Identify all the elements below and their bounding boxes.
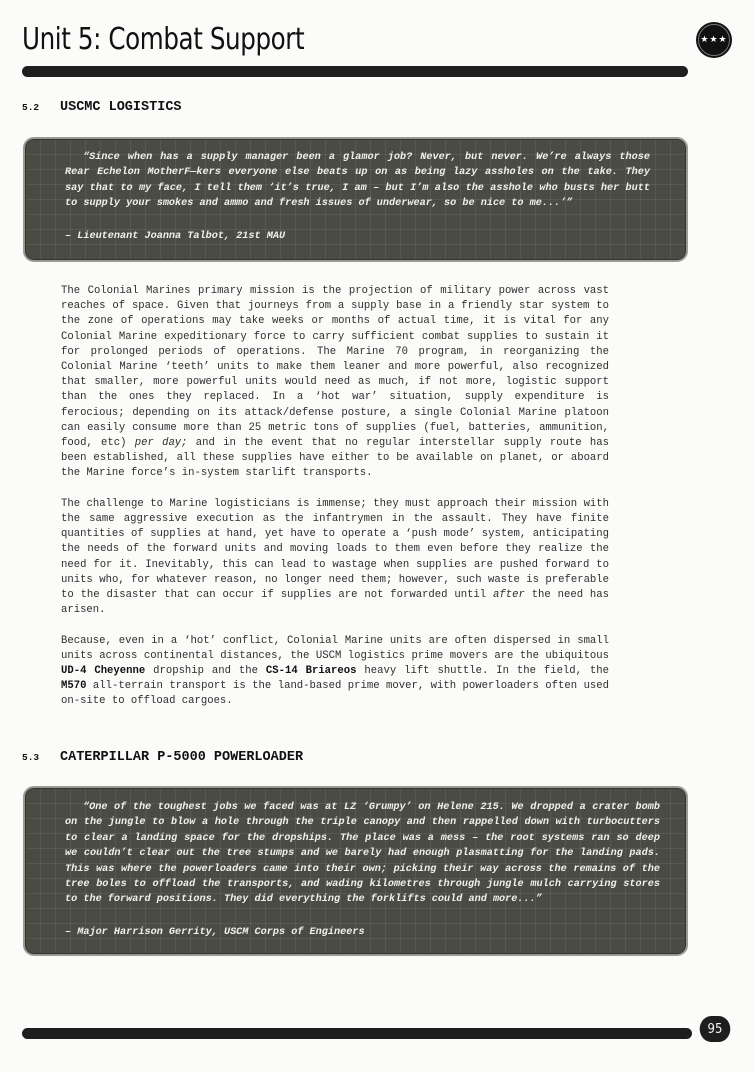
paragraph-3-text-a: Because, even in a ‘hot’ conflict, Colonial Marine units are often dispersed in small units across continental distances, the USCM logistics prime movers are the ubiquitous: [61, 634, 609, 662]
section-title: USCMC LOGISTICS: [60, 100, 182, 115]
paragraph-3: [61, 634, 609, 710]
quote-box-powerloader: [23, 786, 688, 956]
emblem-stars: ★★★: [698, 24, 730, 56]
paragraph-3-text-d: all-terrain transport is the land-based prime mover, with powerloaders often used on-site to offload cargoes.: [61, 680, 609, 708]
paragraph-1: [61, 284, 609, 482]
paragraph-1-emphasis: per day;: [134, 437, 188, 450]
paragraph-2-text-b: the need has arisen.: [61, 589, 610, 617]
m570-term: M570: [61, 680, 87, 693]
paragraph-2-text-a: The challenge to Marine logisticians is immense; they must approach their mission with the same aggressive execution as the infantrymen in the assault. They have finite quantities of supplies at hand, yet have to operate a ‘push mode’ system, anticipating the needs of the forward units and moving loads to them even before they realize the need for it. Inevitably, this can lead to wastage when supplies are pushed forward to units who, for whatever reason, no longer need them; however, such waste is preferable to the disaster that can occur if supplies are not forwarded until: [61, 497, 609, 602]
quote-box-logistics: [23, 137, 688, 262]
paragraph-1-text-b: and in the event that no regular interstellar supply route has been established, all these supplies have either to be available on planet, or aboard the Marine force’s in-system starlift transports.: [61, 437, 609, 480]
paragraph-1-text-a: The Colonial Marines primary mission is the projection of military power across vast reaches of space. Given that journeys from a supply base in a friendly star system to the zone of operations may take weeks or months of actual time, it is vital for any Colonial Marine expeditionary force to carry sufficient combat supplies to sustain it for prolonged periods of operations. The Marine 70 program, in reorganizing the Colonial Marine ‘teeth’ units to make them leaner and more powerful, also recognized that smaller, more powerful units would need as much, if not more, logistic support than the ones they replaced. In a ‘hot war’ situation, supply expenditure is ferocious; depending on its attack/defense posture, a single Colonial Marine platoon can easily consume more than 25 metric tons of supplies (fuel, batteries, ammunition, food, etc): [61, 285, 609, 450]
paragraph-3-text-b: dropship and the: [153, 665, 258, 678]
body-text: [61, 284, 609, 725]
section-number: 5.2: [22, 102, 40, 113]
header-rule: [22, 66, 688, 77]
section-number: 5.3: [22, 752, 40, 763]
cheyenne-term: UD-4 Cheyenne: [61, 665, 146, 678]
paragraph-2: [61, 497, 609, 619]
page-number: 95: [700, 1016, 731, 1042]
uscm-emblem-icon: [696, 22, 732, 58]
quote-attribution: – Major Harrison Gerrity, USCM Corps of Engineers: [65, 926, 365, 938]
section-heading-logistics: [22, 100, 182, 115]
quote-text: “One of the toughest jobs we faced was at LZ ‘Grumpy’ on Helene 215. We dropped a crater bomb on the jungle to blow a hole through the triple canopy and then rappelled down with turbocutters to clear a landing space for the dropships. The place was a mess – the root systems ran so deep we couldn’t clear out the tree stumps and we barely had enough plasmatting for the landing pads. This was where the powerloaders came into their own; picking their way across the remains of the tree boles to offload the transports, and wading kilometres through jungle mulch carrying stores to the forward positions. They did everything the forklifts could and more...”: [65, 802, 660, 906]
briareos-term: CS-14 Briareos: [265, 665, 357, 678]
quote-attribution: – Lieutenant Joanna Talbot, 21st MAU: [65, 230, 286, 242]
section-heading-powerloader: [22, 750, 303, 765]
quote-text: “Since when has a supply manager been a glamor job? Never, but never. We’re always those Rear Echelon MotherF—kers everyone else beats up on as being lazy assholes on the take. They say that to my face, I tell them ‘it’s true, I am – but I’m also the asshole who busts her butt to supply your smokes and ammo and fresh issues of underwear, so be nice to me...’”: [65, 152, 650, 210]
footer-rule: [22, 1028, 692, 1039]
paragraph-2-emphasis: after: [493, 589, 525, 602]
unit-title: Unit 5: Combat Support: [22, 22, 305, 57]
section-title: CATERPILLAR P-5000 POWERLOADER: [60, 750, 304, 765]
paragraph-3-text-c: heavy lift shuttle. In the field, the: [364, 665, 609, 678]
